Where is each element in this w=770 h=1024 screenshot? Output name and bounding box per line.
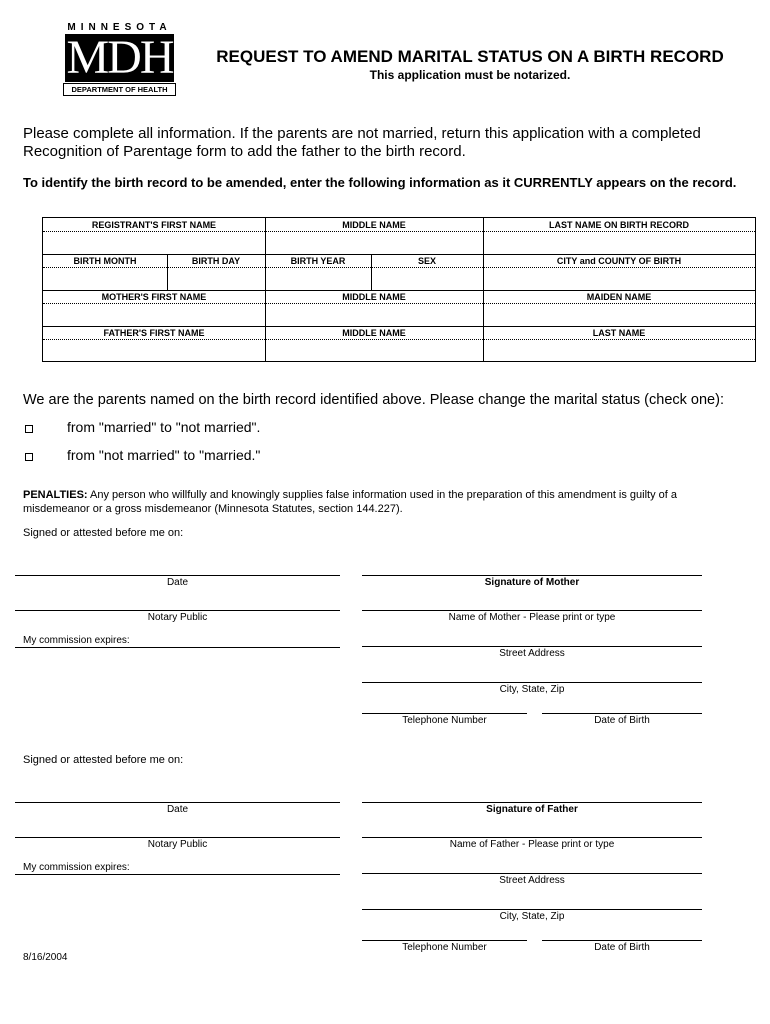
mother-middle-name-label: MIDDLE NAME — [342, 292, 406, 302]
intro-text: Please complete all information. If the parents are not married, return this application with a completed Recognition of Parentage form to add the father to the birth record. — [23, 125, 701, 160]
mother-dob-line[interactable] — [542, 713, 702, 714]
mother-phone-line[interactable] — [362, 713, 527, 714]
mother-notary-line[interactable] — [15, 610, 340, 611]
mother-city-caption: City, State, Zip — [499, 684, 565, 695]
father-street-caption: Street Address — [499, 875, 565, 886]
father-dob-line[interactable] — [542, 940, 702, 941]
father-commission-line[interactable] — [15, 874, 340, 875]
mother-city-line[interactable] — [362, 682, 702, 683]
sex-field[interactable] — [371, 268, 483, 290]
last-name-label: LAST NAME ON BIRTH RECORD — [549, 220, 689, 230]
row-separator — [43, 254, 755, 255]
mother-street-line[interactable] — [362, 646, 702, 647]
penalties-body: Any person who willfully and knowingly supplies false information used in the preparation of this amendment is guilty of a misdemeanor or a gross misdemeanor (Minnesota Statutes, section 144.227). — [23, 489, 678, 515]
father-last-name-field[interactable] — [483, 340, 755, 361]
form-subtitle: This application must be notarized. — [369, 68, 571, 82]
father-notary-caption: Notary Public — [147, 839, 208, 850]
mother-date-line[interactable] — [15, 575, 340, 576]
mother-name-line[interactable] — [362, 610, 702, 611]
not-married-to-married-checkbox[interactable] — [25, 453, 33, 461]
mother-date-caption: Date — [166, 577, 189, 588]
mother-notary-caption: Notary Public — [147, 612, 208, 623]
father-commission-expires-label: My commission expires: — [23, 862, 130, 873]
birth-month-label: BIRTH MONTH — [73, 256, 137, 266]
sex-label: SEX — [417, 256, 436, 266]
mother-phone-caption: Telephone Number — [402, 715, 487, 726]
registrant-first-name-field[interactable] — [43, 232, 265, 254]
mother-commission-expires-label: My commission expires: — [23, 635, 130, 646]
father-notary-line[interactable] — [15, 837, 340, 838]
middle-name-label: MIDDLE NAME — [342, 220, 406, 230]
logo-state-text: MINNESOTA — [67, 22, 172, 33]
mother-signed-attested-text: Signed or attested before me on: — [23, 527, 184, 539]
registrant-first-name-label: REGISTRANT'S FIRST NAME — [91, 220, 217, 230]
father-phone-caption: Telephone Number — [402, 942, 487, 953]
row-separator — [43, 326, 755, 327]
mother-name-caption: Name of Mother - Please print or type — [448, 612, 616, 623]
father-signature-line[interactable] — [362, 802, 702, 803]
father-city-caption: City, State, Zip — [499, 911, 565, 922]
logo-department-text: DEPARTMENT OF HEALTH — [63, 83, 176, 96]
birth-year-label: BIRTH YEAR — [290, 256, 346, 266]
registrant-middle-name-field[interactable] — [265, 232, 483, 254]
mdh-logo — [63, 22, 176, 96]
father-signed-attested-text: Signed or attested before me on: — [23, 754, 184, 766]
mother-street-caption: Street Address — [499, 648, 565, 659]
option-not-married-to-married-label: from "not married" to "married." — [67, 447, 261, 463]
birth-year-field[interactable] — [265, 268, 371, 290]
father-date-line[interactable] — [15, 802, 340, 803]
penalties-label: PENALTIES: — [23, 489, 88, 501]
father-phone-line[interactable] — [362, 940, 527, 941]
married-to-not-married-checkbox[interactable] — [25, 425, 33, 433]
mother-first-name-field[interactable] — [43, 304, 265, 326]
father-last-name-label: LAST NAME — [592, 328, 646, 338]
father-street-line[interactable] — [362, 873, 702, 874]
father-first-name-field[interactable] — [43, 340, 265, 361]
registrant-last-name-field[interactable] — [483, 232, 755, 254]
maiden-name-field[interactable] — [483, 304, 755, 326]
father-signature-caption: Signature of Father — [486, 804, 578, 815]
birth-record-table — [42, 217, 756, 362]
logo-mdh-text: MDH — [66, 31, 173, 84]
birth-day-field[interactable] — [167, 268, 265, 290]
form-revision-date: 8/16/2004 — [23, 952, 68, 963]
father-name-line[interactable] — [362, 837, 702, 838]
father-name-caption: Name of Father - Please print or type — [449, 839, 615, 850]
father-middle-name-field[interactable] — [265, 340, 483, 361]
father-date-caption: Date — [166, 804, 189, 815]
row-separator — [43, 290, 755, 291]
birth-day-label: BIRTH DAY — [191, 256, 241, 266]
mother-commission-line[interactable] — [15, 647, 340, 648]
instruction-text: To identify the birth record to be amended, enter the following information as it CURRENTLY appears on the record. — [23, 175, 737, 190]
city-county-label: CITY and COUNTY OF BIRTH — [556, 256, 682, 266]
maiden-name-label: MAIDEN NAME — [586, 292, 652, 302]
penalties-text — [23, 488, 723, 516]
father-middle-name-label: MIDDLE NAME — [342, 328, 406, 338]
option-married-to-not-married-label: from "married" to "not married". — [67, 419, 261, 435]
city-county-field[interactable] — [483, 268, 755, 290]
father-city-line[interactable] — [362, 909, 702, 910]
mother-middle-name-field[interactable] — [265, 304, 483, 326]
mother-dob-caption: Date of Birth — [594, 715, 650, 726]
birth-month-field[interactable] — [43, 268, 167, 290]
marital-status-intro: We are the parents named on the birth record identified above. Please change the marital status (check one): — [23, 392, 724, 408]
father-first-name-label: FATHER'S FIRST NAME — [103, 328, 205, 338]
mother-signature-line[interactable] — [362, 575, 702, 576]
father-dob-caption: Date of Birth — [594, 942, 650, 953]
mother-signature-caption: Signature of Mother — [484, 577, 580, 588]
mother-first-name-label: MOTHER'S FIRST NAME — [101, 292, 207, 302]
form-title: REQUEST TO AMEND MARITAL STATUS ON A BIRTH RECORD — [216, 47, 724, 66]
